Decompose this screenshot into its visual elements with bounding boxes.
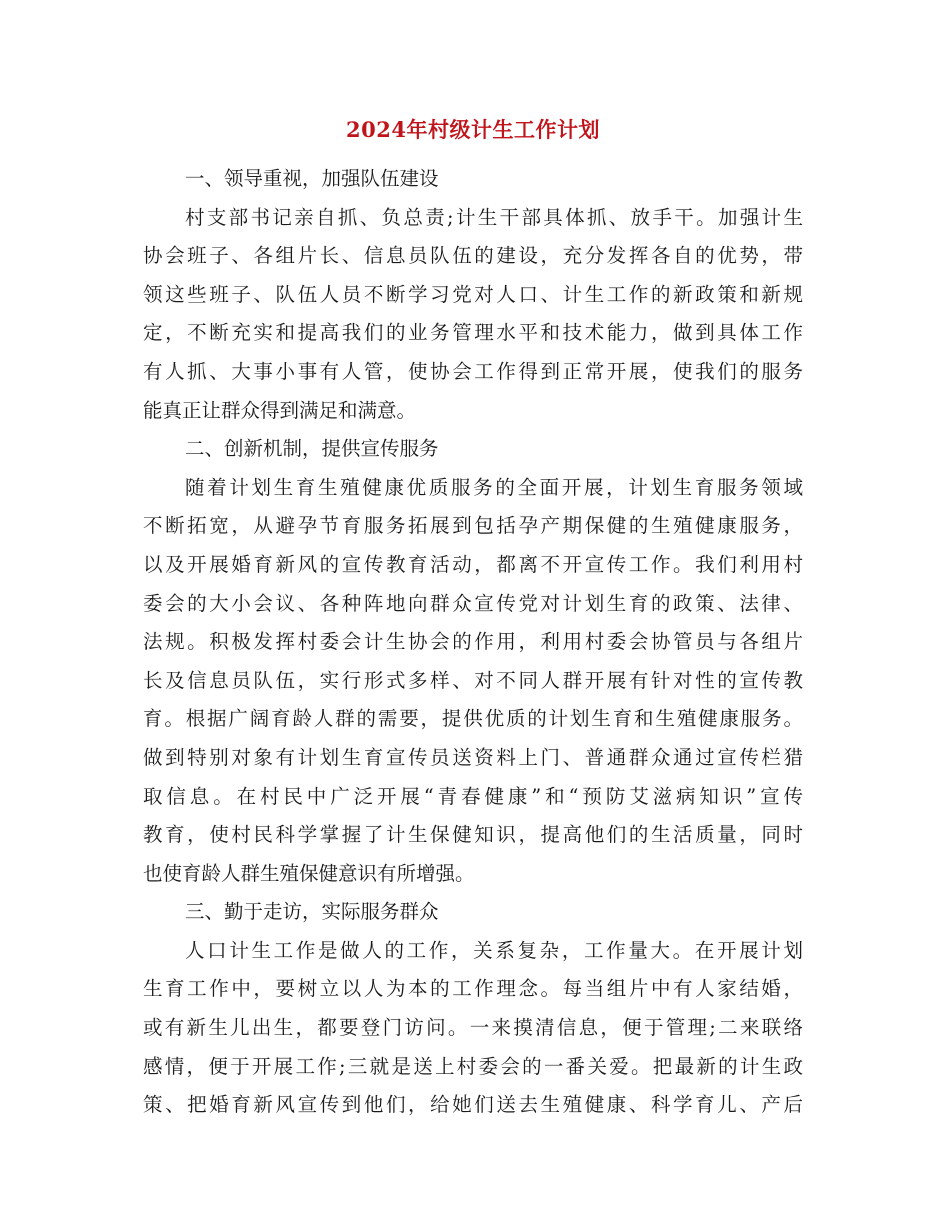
section-3 [143,893,803,1125]
paragraph-line: 领这些班子、队伍人员不断学习党对人口、计生工作的新政策和新规 [143,282,803,306]
paragraph-line: 或有新生儿出生，都要登门访问。一来摸清信息，便于管理;二来联络 [143,1016,803,1040]
paragraph-line: 长及信息员队伍，实行形式多样、对不同人群开展有针对性的宣传教 [143,668,803,692]
paragraph-line: 不断拓宽，从避孕节育服务拓展到包括孕产期保健的生殖健康服务， [143,514,803,538]
paragraph-line: 生育工作中，要树立以人为本的工作理念。每当组片中有人家结婚， [143,977,803,1001]
paragraph-line: 村支部书记亲自抓、负总责;计生干部具体抓、放手干。加强计生 [185,205,803,229]
section-1-heading: 一、领导重视，加强队伍建设 [185,167,439,190]
section-3-body [143,932,803,1125]
paragraph-line: 人口计生工作是做人的工作，关系复杂，工作量大。在开展计划 [185,938,803,962]
document-page [143,112,803,1125]
paragraph-line: 育。根据广阔育龄人群的需要，提供优质的计划生育和生殖健康服务。 [143,707,803,731]
paragraph-line: 定，不断充实和提高我们的业务管理水平和技术能力，做到具体工作 [143,321,803,345]
section-1-body [143,199,803,431]
paragraph-line: 有人抓、大事小事有人管，使协会工作得到正常开展，使我们的服务 [143,359,803,383]
paragraph-line: 委会的大小会议、各种阵地向群众宣传党对计划生育的政策、法律、 [143,591,803,615]
document-title: 2024年村级计生工作计划 [346,117,600,142]
paragraph-line: 策、把婚育新风宣传到他们，给她们送去生殖健康、科学育儿、产后 [143,1093,803,1117]
paragraph-line: 做到特别对象有计划生育宣传员送资料上门、普通群众通过宣传栏猎 [143,745,803,769]
section-2-body [143,469,803,894]
paragraph-line: 教育，使村民科学掌握了计生保健知识，提高他们的生活质量，同时 [143,823,803,847]
section-2-heading: 二、创新机制，提供宣传服务 [185,437,439,461]
section-2 [143,430,803,893]
section-3-heading: 三、勤于走访，实际服务群众 [185,900,439,924]
paragraph-line: 能真正让群众得到满足和满意。 [143,398,417,422]
paragraph-line: 以及开展婚育新风的宣传教育活动，都离不开宣传工作。我们利用村 [143,552,803,576]
paragraph-line: 也使育龄人群生殖保健意识有所增强。 [143,861,475,885]
paragraph-line: 协会班子、各组片长、信息员队伍的建设，充分发挥各自的优势，带 [143,244,803,268]
paragraph-line: 取信息。在村民中广泛开展“青春健康”和“预防艾滋病知识”宣传 [143,784,803,808]
paragraph-line: 感情，便于开展工作;三就是送上村委会的一番关爱。把最新的计生政 [143,1054,803,1078]
paragraph-line: 随着计划生育生殖健康优质服务的全面开展，计划生育服务领域 [185,475,803,499]
paragraph-line: 法规。积极发挥村委会计生协会的作用，利用村委会协管员与各组片 [143,630,803,654]
section-1 [143,160,803,430]
